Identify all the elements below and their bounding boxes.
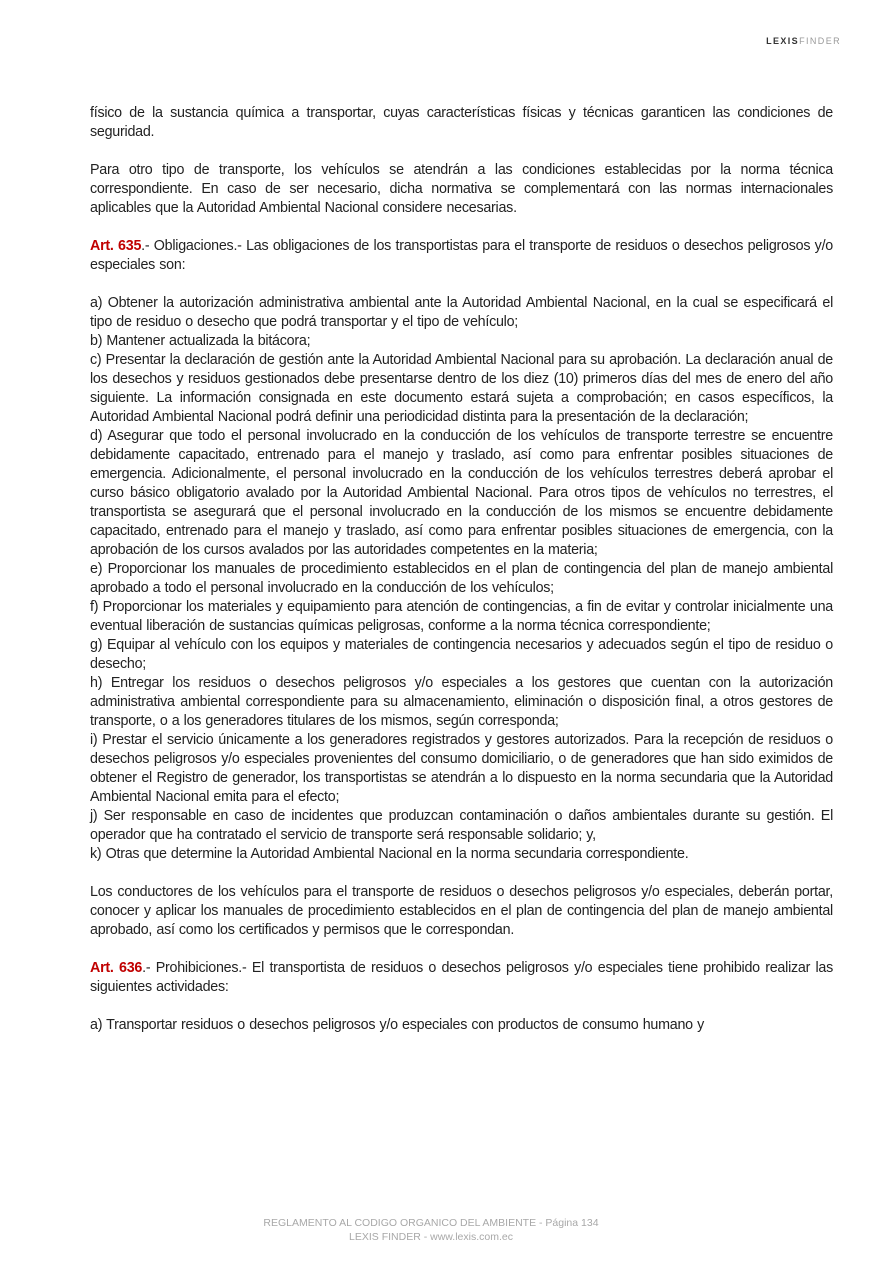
article-635-heading	[90, 237, 833, 275]
article-636-heading	[90, 959, 833, 997]
article-text: .- Prohibiciones.- El transportista de residuos o desechos peligrosos y/o especiales tiene prohibido realizar las siguientes actividades:	[90, 960, 833, 995]
list-item: k) Otras que determine la Autoridad Ambiental Nacional en la norma secundaria correspondiente.	[90, 846, 689, 862]
list-item: j) Ser responsable en caso de incidentes que produzcan contaminación o daños ambientales durante su gestión. El operador que ha contratado el servicio de transporte será responsable solidario; y,	[90, 808, 833, 843]
footer-title: REGLAMENTO AL CODIGO ORGANICO DEL AMBIENTE - Página 134	[263, 1217, 599, 1229]
logo-bold-text: LEXIS	[766, 36, 800, 46]
article-label: Art. 635	[90, 238, 142, 254]
paragraph: Para otro tipo de transporte, los vehículos se atendrán a las condiciones establecidas por la norma técnica correspondiente. En caso de ser necesario, dicha normativa se complementará con las normas internacionales aplicables que la Autoridad Ambiental Nacional considere necesarias.	[90, 162, 833, 216]
list-item: d) Asegurar que todo el personal involucrado en la conducción de los vehículos de transporte terrestre se encuentre debidamente capacitado, entrenado para el manejo y traslado, así como para enfrentar posibles situaciones de emergencia. Adicionalmente, el personal involucrado en la conducción de los vehículos terrestres deberá aprobar el curso básico obligatorio avalado por la Autoridad Ambiental Nacional. Para otros tipos de vehículos no terrestres, el transportista se asegurará que el personal involucrado en la conducción de los mismos se encuentre debidamente capacitado, entrenado para el manejo y traslado, así como para enfrentar posibles situaciones de emergencia, con la aprobación de los cursos avalados por las autoridades competentes en la materia;	[90, 428, 833, 558]
list-item: h) Entregar los residuos o desechos peligrosos y/o especiales a los gestores que cuentan con la autorización administrativa ambiental correspondiente para su almacenamiento, eliminación o disposición final, a otros gestores de transporte, o a los generadores titulares de los mismos, según corresponda;	[90, 675, 833, 729]
list-item: c) Presentar la declaración de gestión ante la Autoridad Ambiental Nacional para su aprobación. La declaración anual de los desechos y residuos gestionados debe presentarse dentro de los diez (10) primeros días del mes de enero del año siguiente. La información consignada en este documento estará sujeta a comprobación; en casos específicos, la Autoridad Ambiental Nacional podrá definir una periodicidad distinta para la presentación de la declaración;	[90, 352, 833, 425]
paragraph: Los conductores de los vehículos para el transporte de residuos o desechos peligrosos y/o especiales, deberán portar, conocer y aplicar los manuales de procedimiento establecidos en el plan de contingencia del plan de manejo ambiental aprobado, así como los certificados y permisos que le correspondan.	[90, 884, 833, 938]
list-item: b) Mantener actualizada la bitácora;	[90, 333, 311, 349]
article-text: .- Obligaciones.- Las obligaciones de los transportistas para el transporte de residuos o desechos peligrosos y/o especiales son:	[90, 238, 833, 273]
document-body	[90, 104, 833, 1035]
list-item: a) Obtener la autorización administrativa ambiental ante la Autoridad Ambiental Nacional, en la cual se especificará el tipo de residuo o desecho que podrá transportar y el tipo de vehículo;	[90, 295, 833, 330]
list-item: e) Proporcionar los manuales de procedimiento establecidos en el plan de contingencia del plan de manejo ambiental aprobado a todo el personal involucrado en la conducción de los vehículos;	[90, 561, 833, 596]
paragraph: físico de la sustancia química a transportar, cuyas características físicas y técnicas garanticen las condiciones de seguridad.	[90, 105, 833, 140]
footer-site: LEXIS FINDER - www.lexis.com.ec	[349, 1231, 513, 1243]
list-item: i) Prestar el servicio únicamente a los generadores registrados y gestores autorizados. Para la recepción de residuos o desechos peligrosos y/o especiales provenientes del consumo domiciliario, o de generadores que han sido eximidos de obtener el Registro de generador, los transportistas se atendrán a lo dispuesto en la norma secundaria que la Autoridad Ambiental Nacional emita para el efecto;	[90, 732, 833, 805]
logo-light-text: FINDER	[799, 36, 841, 46]
list-item: f) Proporcionar los materiales y equipamiento para atención de contingencias, a fin de evitar y controlar inicialmente una eventual liberación de sustancias químicas peligrosas, conforme a la norma técnica correspondiente;	[90, 599, 833, 634]
page-footer	[0, 1216, 862, 1244]
lexis-finder-logo	[766, 36, 841, 46]
article-label: Art. 636	[90, 960, 143, 976]
list-item: g) Equipar al vehículo con los equipos y materiales de contingencia necesarios y adecuados según el tipo de residuo o desecho;	[90, 637, 833, 672]
list-item: a) Transportar residuos o desechos peligrosos y/o especiales con productos de consumo humano y	[90, 1017, 705, 1033]
